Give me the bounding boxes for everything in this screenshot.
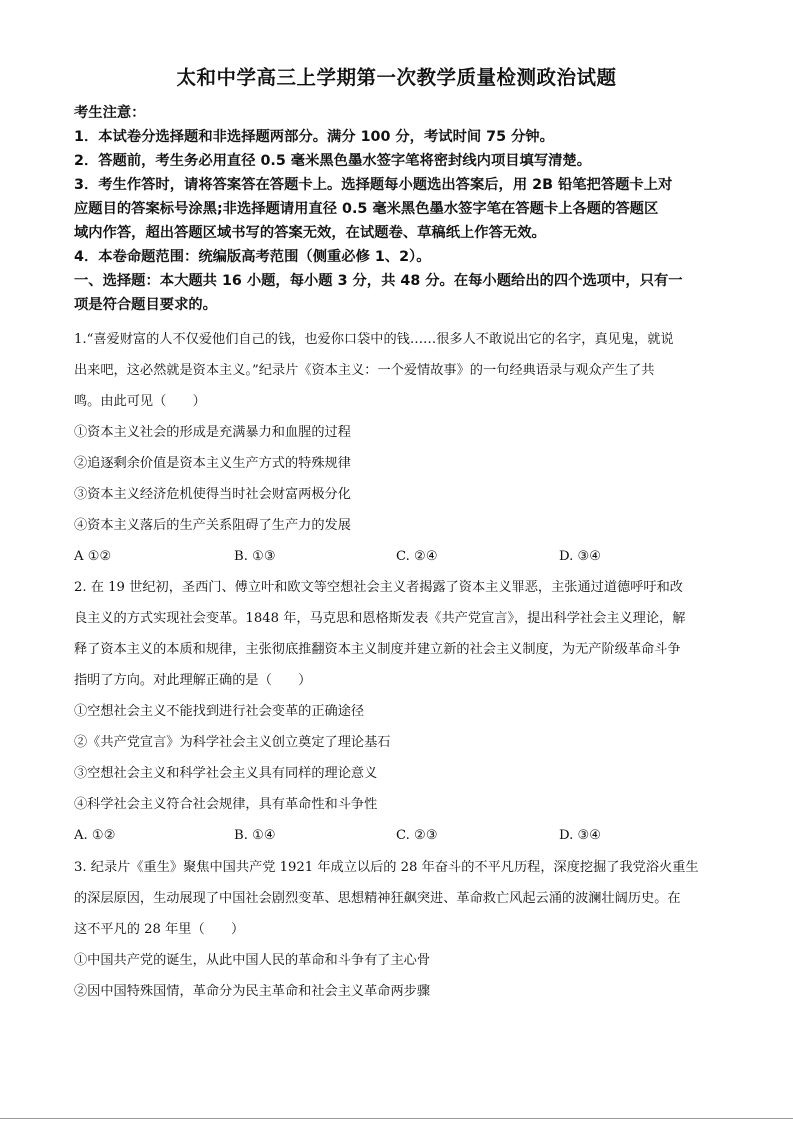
question-stem: 这不平凡的 28 年里（ ） [74,922,245,937]
notice-item: 2．答题前，考生务必用直径 0.5 毫米黑色墨水签字笔将密封线内项目填写清楚。 [74,153,592,169]
option-a: A. ①② [74,828,116,843]
question-stem: 释了资本主义的本质和规律，主张彻底推翻资本主义制度并建立新的社会主义制度，为无产阶级革命斗争 [74,642,681,657]
question-stem: 2. 在 19 世纪初，圣西门、傅立叶和欧文等空想社会主义者揭露了资本主义罪恶，主张通过道德呼吁和改 [74,580,683,595]
statement: ②因中国特殊国情，革命分为民主革命和社会主义革命两步骤 [74,984,431,999]
question-3 [74,852,724,1007]
question-stem: 良主义的方式实现社会变革。1848 年，马克思和恩格斯发表《共产党宣言》，提出科学社会主义理论，解 [74,611,686,626]
question-stem: 3. 纪录片《重生》聚焦中国共产党 1921 年成立以后的 28 年奋斗的不平凡历程，深度挖掘了我党浴火重生 [74,860,699,875]
option-a: A ①② [74,549,112,564]
section-heading: 一、选择题：本大题共 16 小题，每小题 3 分，共 48 分。在每小题给出的四个选项中，只有一 [74,273,683,289]
notice-item: 4．本卷命题范围：统编版高考范围（侧重必修 1、2）。 [74,249,431,265]
option-b: B. ①③ [234,549,276,564]
notice-item: 1．本试卷分选择题和非选择题两部分。满分 100 分，考试时间 75 分钟。 [74,129,554,145]
question-2 [74,572,724,851]
question-stem: 的深层原因，生动展现了中国社会剧烈变革、思想精神狂飙突进、革命救亡风起云涌的波澜壮阔历史。在 [74,891,681,906]
exam-notice [74,101,734,317]
section-heading-cont: 项是符合题目要求的。 [74,297,217,313]
notice-item: 应题目的答案标号涂黑;非选择题请用直径 0.5 毫米黑色墨水签字笔在答题卡上各题的答题区 [74,201,659,217]
question-stem: 出来吧，这必然就是资本主义。”纪录片《资本主义：一个爱情故事》的一句经典语录与观众产生了共 [74,363,655,378]
question-stem: 1.“喜爱财富的人不仅爱他们自己的钱，也爱你口袋中的钱……很多人不敢说出它的名字，真见鬼，就说 [74,332,674,347]
answer-options [74,820,724,851]
notice-item: 3．考生作答时，请将答案答在答题卡上。选择题每小题选出答案后，用 2B 铅笔把答题卡上对 [74,177,673,193]
answer-options [74,541,724,572]
statement: ②追逐剩余价值是资本主义生产方式的特殊规律 [74,456,351,471]
notice-item: 域内作答，超出答题区域书写的答案无效，在试题卷、草稿纸上作答无效。 [74,225,546,241]
statement: ①中国共产党的诞生，从此中国人民的革命和斗争有了主心骨 [74,953,431,968]
statement: ④科学社会主义符合社会规律，具有革命性和斗争性 [74,797,378,812]
option-c: C. ②④ [396,549,438,564]
statement: ①空想社会主义不能找到进行社会变革的正确途径 [74,704,365,719]
option-c: C. ②③ [396,828,438,843]
page-title: 太和中学高三上学期第一次教学质量检测政治试题 [176,66,617,89]
notice-heading: 考生注意： [74,105,146,121]
page-bottom-rule [0,1118,793,1119]
option-d: D. ③④ [559,828,602,843]
statement: ④资本主义落后的生产关系阻碍了生产力的发展 [74,518,351,533]
option-b: B. ①④ [234,828,276,843]
statement: ③资本主义经济危机使得当时社会财富两极分化 [74,487,351,502]
question-stem: 指明了方向。对此理解正确的是（ ） [74,673,312,688]
question-stem: 鸣。由此可见（ ） [74,394,206,409]
statement: ①资本主义社会的形成是充满暴力和血腥的过程 [74,425,351,440]
question-1 [74,324,724,572]
option-d: D. ③④ [559,549,602,564]
statement: ②《共产党宣言》为科学社会主义创立奠定了理论基石 [74,735,391,750]
statement: ③空想社会主义和科学社会主义具有同样的理论意义 [74,766,378,781]
